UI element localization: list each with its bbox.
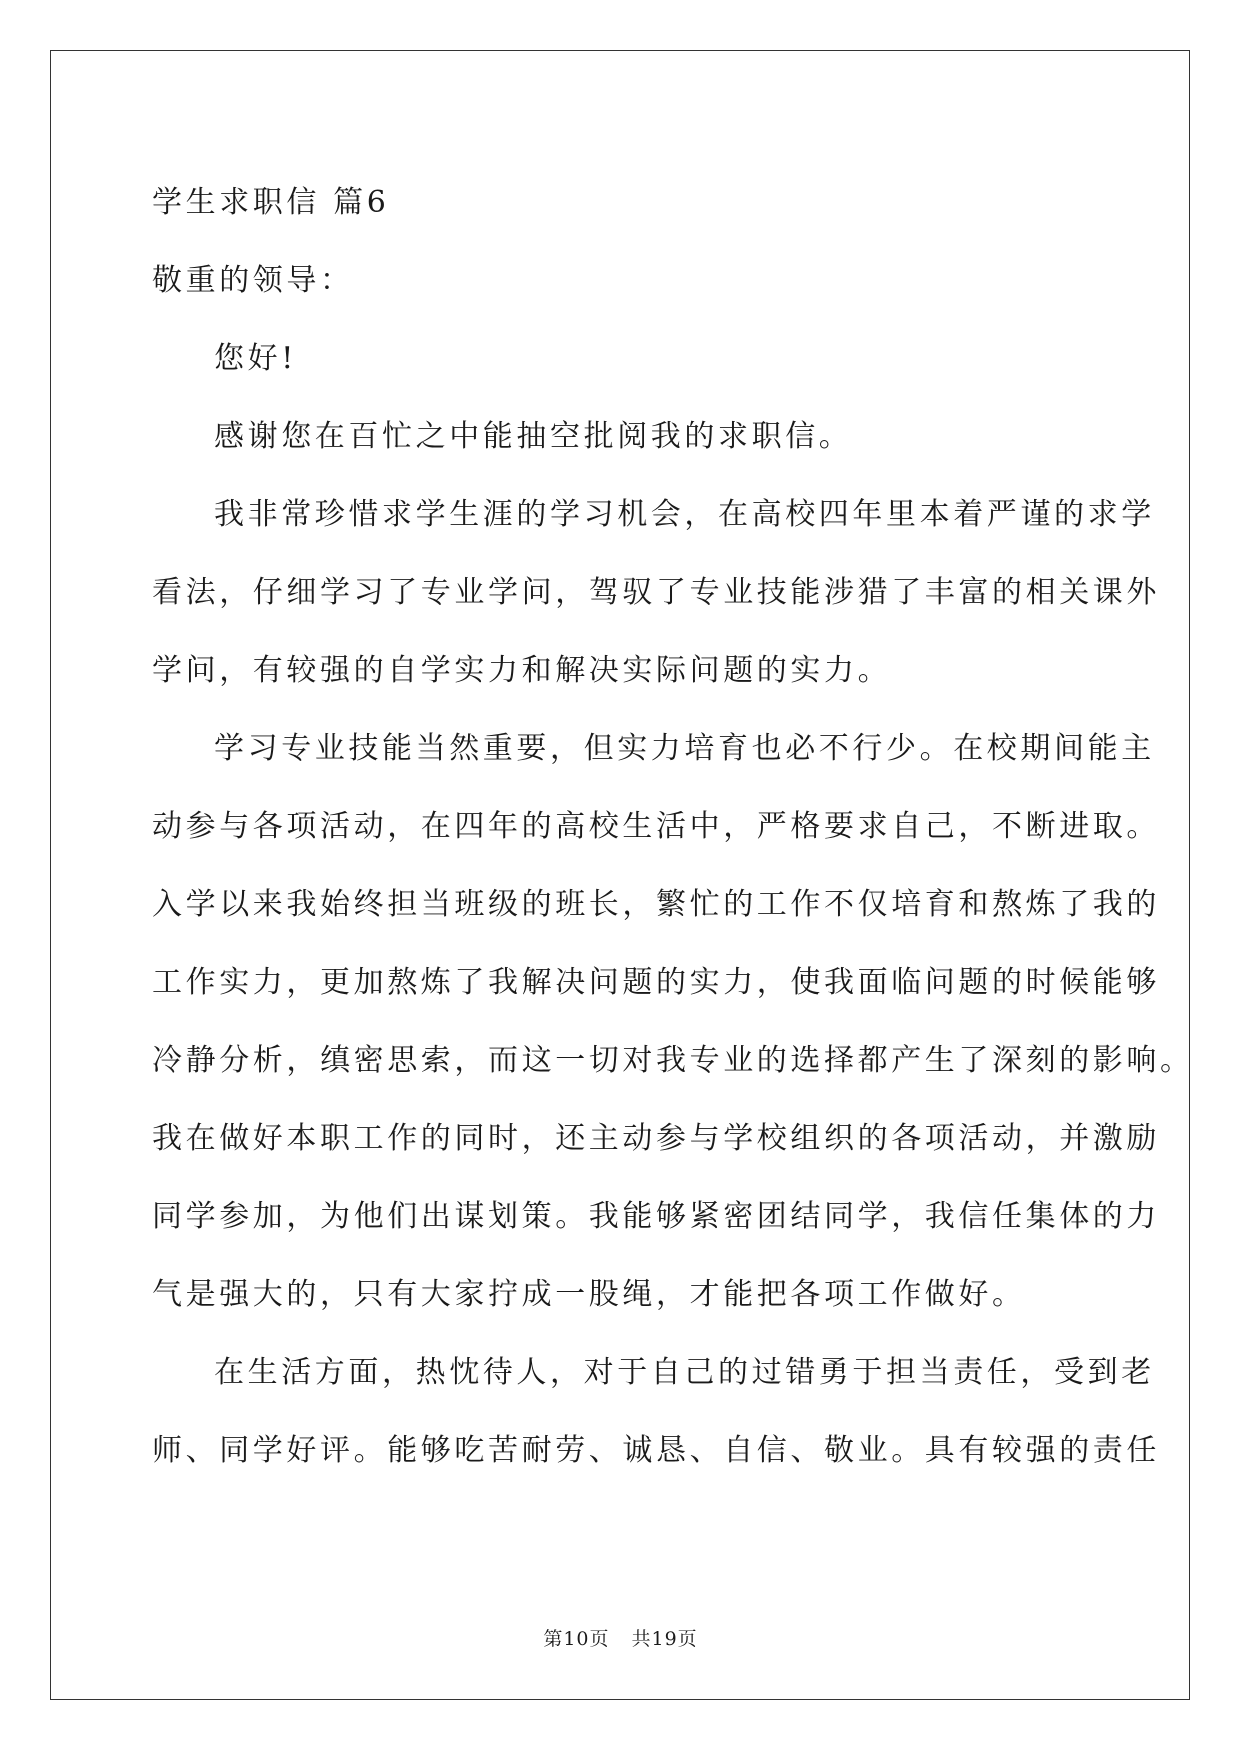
salutation: 敬重的领导： <box>152 263 354 298</box>
body-line: 同学参加，为他们出谋划策。我能够紧密团结同学，我信任集体的力 <box>152 1199 1160 1234</box>
body-line: 气是强大的，只有大家拧成一股绳，才能把各项工作做好。 <box>152 1277 1026 1312</box>
page-footer <box>0 1624 1241 1651</box>
body-line: 感谢您在百忙之中能抽空批阅我的求职信。 <box>214 419 853 454</box>
page-number: 第10页 <box>543 1628 610 1650</box>
greeting: 您好! <box>214 341 297 376</box>
body-line: 学问，有较强的自学实力和解决实际问题的实力。 <box>152 653 892 688</box>
body-line: 冷静分析，缜密思索，而这一切对我专业的选择都产生了深刻的影响。 <box>152 1043 1194 1078</box>
document-title: 学生求职信 篇6 <box>152 185 390 220</box>
body-line: 在生活方面，热忱待人，对于自己的过错勇于担当责任，受到老 <box>214 1355 1155 1390</box>
body-line: 入学以来我始终担当班级的班长，繁忙的工作不仅培育和熬炼了我的 <box>152 887 1160 922</box>
document-body <box>152 164 1194 1490</box>
body-line: 师、同学好评。能够吃苦耐劳、诚恳、自信、敬业。具有较强的责任 <box>152 1433 1160 1468</box>
body-line: 动参与各项活动，在四年的高校生活中，严格要求自己，不断进取。 <box>152 809 1160 844</box>
body-line: 学习专业技能当然重要，但实力培育也必不行少。在校期间能主 <box>214 731 1155 766</box>
body-line: 工作实力，更加熬炼了我解决问题的实力，使我面临问题的时候能够 <box>152 965 1160 1000</box>
body-line: 看法，仔细学习了专业学问，驾驭了专业技能涉猎了丰富的相关课外 <box>152 575 1160 610</box>
body-line: 我非常珍惜求学生涯的学习机会，在高校四年里本着严谨的求学 <box>214 497 1155 532</box>
body-line: 我在做好本职工作的同时，还主动参与学校组织的各项活动，并激励 <box>152 1121 1160 1156</box>
page-total: 共19页 <box>631 1628 698 1650</box>
